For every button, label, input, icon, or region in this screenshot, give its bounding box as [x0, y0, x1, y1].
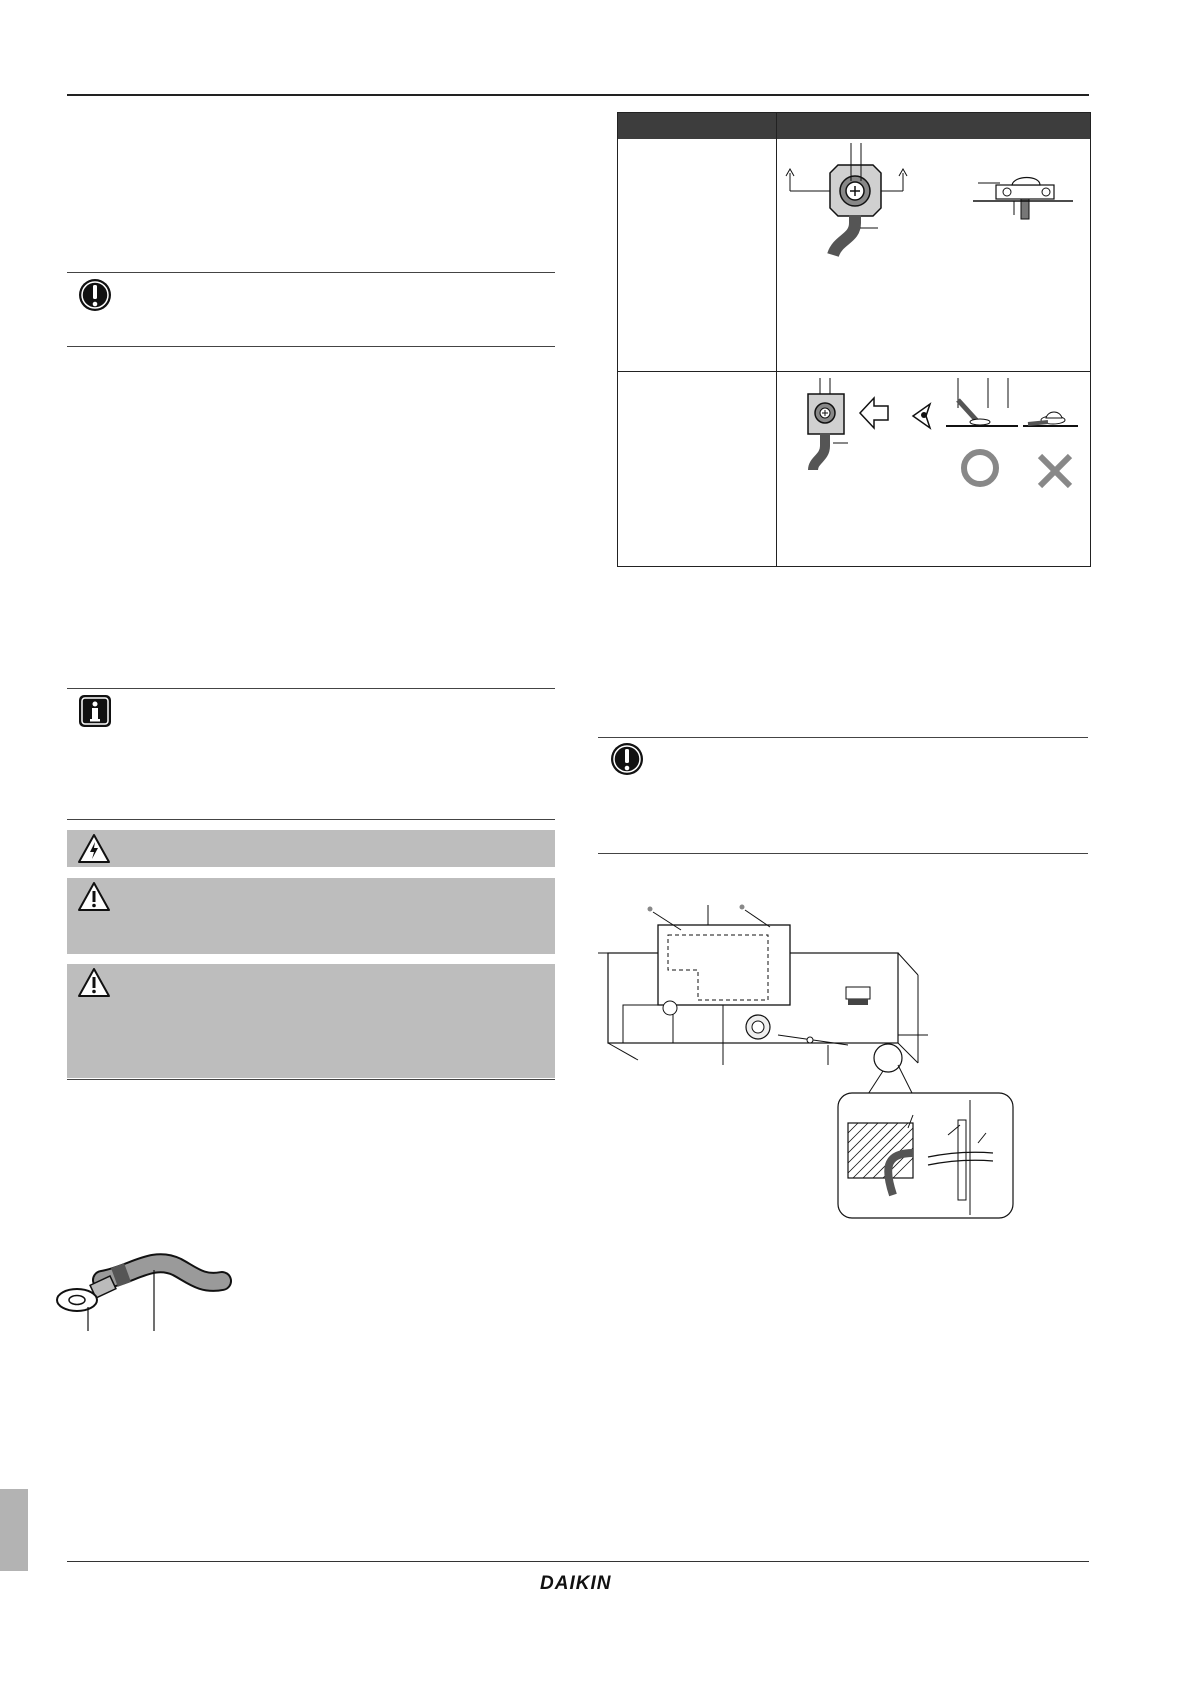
- table-header-row: [618, 113, 1090, 139]
- info-box-top-rule: [67, 688, 555, 689]
- exclamation-circle-icon-right: [609, 741, 645, 777]
- warning-triangle-icon: [76, 880, 112, 916]
- header-rule: [67, 94, 1089, 96]
- wiring-connection-table: [617, 112, 1091, 567]
- right-notice-box-bottom-rule: [598, 853, 1088, 854]
- footer-rule: [67, 1561, 1089, 1562]
- right-notice-box-top-rule: [598, 737, 1088, 738]
- daikin-logo: DAIKIN: [540, 1573, 612, 1594]
- terminal-screw-illustration: [778, 143, 1088, 263]
- table-column-divider: [776, 113, 777, 566]
- info-box-icon: [77, 693, 113, 729]
- notice-box-bottom-rule: [67, 346, 555, 347]
- indoor-unit-switchbox-illustration: [598, 895, 1058, 1230]
- info-box-bottom-rule: [67, 819, 555, 820]
- caution-banner: [67, 964, 555, 1078]
- table-row-divider: [618, 371, 1090, 372]
- electric-shock-warning-icon: [76, 832, 112, 868]
- caution-banner-bottom-rule: [67, 1079, 555, 1080]
- correct-incorrect-connection-illustration: [778, 378, 1088, 488]
- notice-box-top-rule: [67, 272, 555, 273]
- danger-electric-banner: [67, 830, 555, 867]
- exclamation-circle-icon: [77, 277, 113, 313]
- caution-triangle-icon: [76, 966, 112, 1002]
- side-tab-marker: [0, 1489, 28, 1571]
- warning-banner: [67, 878, 555, 954]
- ring-terminal-wire-illustration: [52, 1245, 232, 1331]
